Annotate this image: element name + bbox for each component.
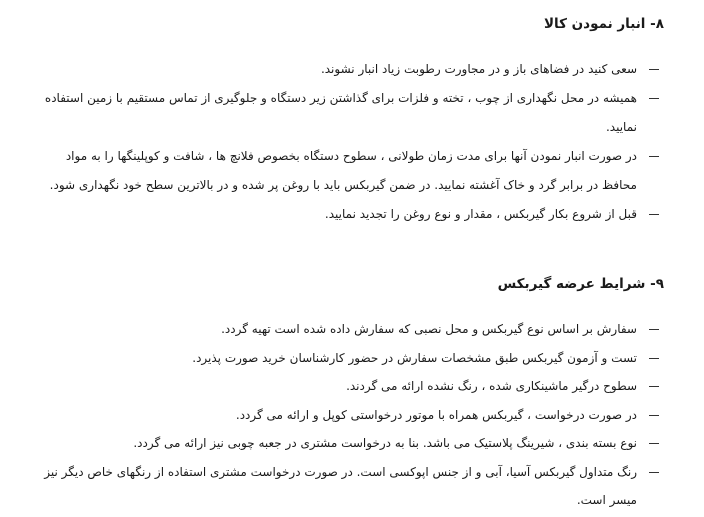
dash-bullet-icon bbox=[644, 55, 664, 84]
list-item bbox=[36, 429, 664, 458]
dash-bullet-icon bbox=[644, 142, 664, 171]
dash-bullet-icon bbox=[644, 315, 664, 344]
list-item bbox=[36, 55, 664, 84]
dash-bullet-icon bbox=[644, 429, 664, 458]
list-item-text: سعی کنید در فضاهای باز و در مجاورت رطوبت زیاد انبار نشوند. bbox=[320, 62, 637, 76]
list-item-text: سفارش بر اساس نوع گیربکس و محل نصبی که سفارش داده شده است تهیه گردد. bbox=[221, 322, 637, 336]
dash-bullet-icon bbox=[644, 344, 664, 373]
list-item-text: در صورت درخواست ، گیربکس همراه با موتور درخواستی کوپل و ارائه می گردد. bbox=[235, 407, 637, 422]
section-8-list bbox=[36, 55, 664, 229]
list-item-text: تست و آزمون گیربکس طبق مشخصات سفارش در حضور کارشناسان خرید صورت پذیرد. bbox=[192, 350, 637, 365]
section-9-heading: ۹- شرایط عرضه گیربکس bbox=[497, 276, 664, 292]
list-item bbox=[36, 200, 664, 229]
list-item bbox=[36, 372, 664, 401]
dash-bullet-icon bbox=[644, 401, 664, 430]
list-item bbox=[36, 458, 664, 515]
section-9-list bbox=[36, 315, 664, 515]
list-item-text: رنگ متداول گیربکس آسیا، آبی و از جنس اپوکسی است. در صورت درخواست مشتری استفاده از رنگهای خاص دیگر نیز میسر است. bbox=[44, 464, 637, 507]
dash-bullet-icon bbox=[644, 372, 664, 401]
list-item-text: سطوح درگیر ماشینکاری شده ، رنگ نشده ارائه می گردند. bbox=[346, 379, 637, 393]
section-8-heading: ۸- انبار نمودن کالا bbox=[543, 16, 664, 32]
list-item bbox=[36, 315, 664, 344]
dash-bullet-icon bbox=[644, 200, 664, 229]
dash-bullet-icon bbox=[644, 84, 664, 113]
list-item bbox=[36, 142, 664, 200]
list-item bbox=[36, 84, 664, 142]
list-item bbox=[36, 344, 664, 373]
list-item-text: قبل از شروع بکار گیربکس ، مقدار و نوع روغن را تجدید نمایید. bbox=[324, 207, 637, 221]
list-item-text: همیشه در محل نگهداری از چوب ، تخته و فلزات برای گذاشتن زیر دستگاه و جلوگیری از تماس مستقیم با زمین استفاده نمایید. bbox=[44, 91, 637, 134]
dash-bullet-icon bbox=[644, 458, 664, 487]
list-item-text: در صورت انبار نمودن آنها برای مدت زمان طولانی ، سطوح دستگاه بخصوص فلانچ ها ، شافت و کوپلینگها را به مواد محافظ در برابر گرد و خاک آغشته نمایید. در ضمن گیربکس باید با روغن پر شده و در بالاترین سطح خود نگهداری شود. bbox=[49, 149, 637, 192]
list-item-text: نوع بسته بندی ، شیرینگ پلاستیک می باشد. بنا به درخواست مشتری در جعبه چوبی نیز ارائه می گردد. bbox=[133, 436, 637, 450]
list-item bbox=[36, 401, 664, 430]
